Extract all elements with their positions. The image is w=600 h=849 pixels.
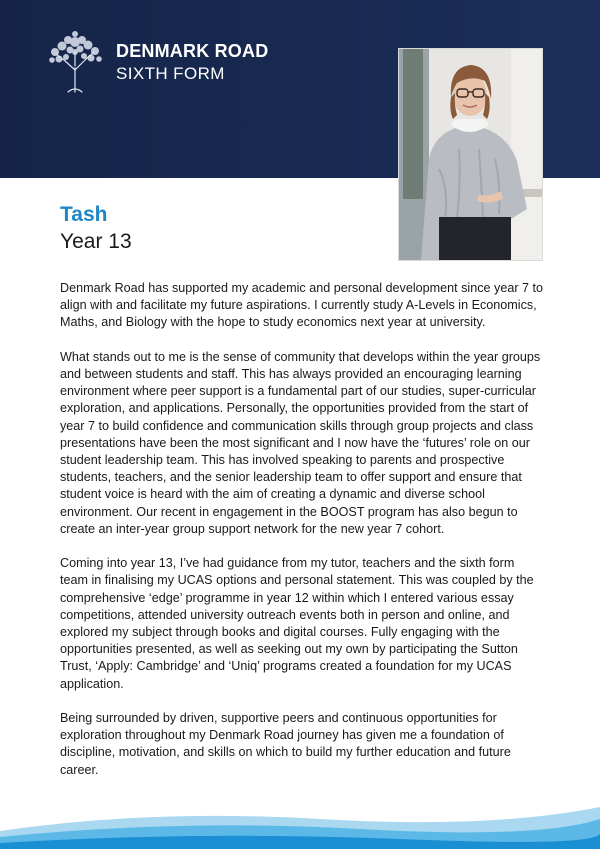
tree-icon [44,30,106,94]
student-year: Year 13 [60,230,132,253]
paragraph: What stands out to me is the sense of community that develops within the year groups and between students and staff. This has always provided an encouraging learning environment where peer support is a fundamental part of our studies, super-curricular exploration, and applications. Personally, the opportunities provided from the start of year 7 to build confidence and communication skills through group projects and class presentations have been the most significant and I now have the ‘futures’ role on our student leadership team. This has involved speaking to parents and prospective students, teachers, and the senior leadership team to offer support and ensure that student voice is heard with the aim of creating a dynamic and diverse school environment. Our recent in engagement in the BOOST program has also begun to create an inter-year group support network for the new year 7 cohort. [60,349,541,536]
school-subtitle: SIXTH FORM [116,63,225,83]
paragraph: Being surrounded by driven, supportive peers and continuous opportunities for exploration throughout my Denmark Road journey has given me a foundation of discipline, motivation, and skills on which to build my further education and future career. [60,711,511,777]
student-photo [398,48,543,261]
footer-wave [0,789,600,849]
student-name: Tash [60,203,108,226]
paragraph: Denmark Road has supported my academic and personal development since year 7 to align with and facilitate my future aspirations. I currently study A-Levels in Economics, Maths, and Biology with the hope to study economics next year at university. [60,281,544,330]
paragraph: Coming into year 13, I’ve had guidance from my tutor, teachers and the sixth form team in finalising my UCAS options and personal statement. This was coupled by the comprehensive ‘edge’ programme in year 12 within which I entered various essay competitions, attended university outreach events both in person and online, and explored my subject through books and digital courses. Fully engaging with the opportunities presented, as well as seeking out my own by participating the Sutton Trust, ‘Apply: Cambridge’ and ‘Uniq’ programs created a foundation for my UCAS application. [60,556,534,691]
school-name: DENMARK ROAD [116,40,269,61]
testimonial-body [60,280,544,796]
school-logo [44,30,268,94]
